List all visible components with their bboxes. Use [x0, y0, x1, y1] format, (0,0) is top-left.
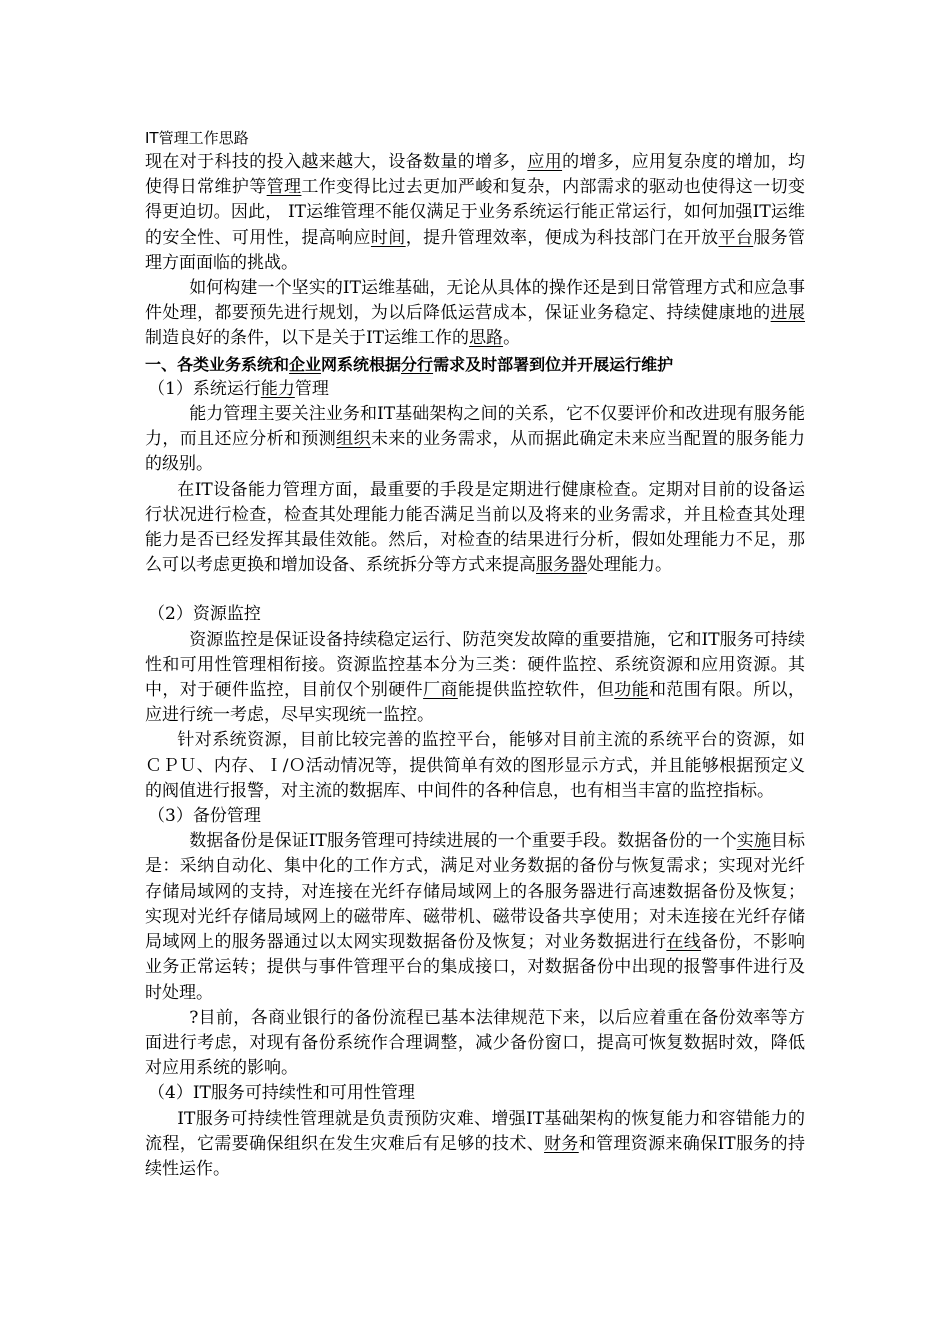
link-term[interactable]: 能力	[260, 378, 295, 399]
link-term[interactable]: 财务	[544, 1133, 579, 1154]
text: 如何构建一个坚实的IT运维基础，无论从具体的操作还是到日常管理方式和应急事件处理，都要预先进行规划，为以后降低运营成本，保证业务稳定、持续健康地的	[145, 278, 805, 324]
text: 的增多，应用复杂度的增加，均使得日常维护等	[145, 152, 806, 198]
paragraph-backup-2: ?目前，各商业银行的备份流程已基本法律规范下来，以后应着重在备份效率等方面进行考虑，对现有备份系统作合理调整，减少备份窗口，提高可恢复数据时效，降低对应用系统的影响。	[145, 1007, 805, 1079]
link-term[interactable]: 时间	[370, 227, 406, 248]
text: 网系统根据	[321, 354, 402, 374]
link-term[interactable]: 在线	[666, 932, 702, 953]
link-term[interactable]: 管理	[266, 177, 302, 198]
paragraph-continuity	[145, 1107, 805, 1183]
link-term[interactable]: 服务器	[536, 555, 587, 576]
text: 数据备份是保证IT服务管理可持续进展的一个重要手段。数据备份的一个	[189, 831, 737, 852]
subheading-backup: （3）备份管理	[148, 806, 261, 827]
paragraph-monitoring-1	[145, 628, 805, 729]
text: 和管理资源来确保IT服务的持续性运作。	[145, 1133, 805, 1179]
text: ，提升管理效率，便成为科技部门在开放	[405, 227, 719, 248]
text: 资源监控是保证设备持续稳定运行、防范突发故障的重要措施，它和IT服务可持续性和可用性管理相衔接。资源监控基本分为三类：硬件监控、系统资源和应用资源。其中，对于硬件监控，目前仅个别硬件	[145, 629, 805, 701]
text: IT服务可持续性管理就是负责预防灾难、增强IT基础架构的恢复能力和容错能力的流程，它需要确保组织在发生灾难后有足够的技术、	[145, 1108, 805, 1154]
text: 备份，不影响业务正常运转；提供与事件管理平台的集成接口，对数据备份中出现的报警事件进行及时处理。	[145, 932, 806, 1003]
text: 工作变得比过去更加严峻和复杂，内部需求的驱动也使得这一切变得更迫切。因此， IT运维管理不能仅满足于业务系统运行能正常运行，如何加强IT运维的安全性、可用性，提高响应	[145, 177, 806, 248]
text: （1）系统运行	[148, 378, 261, 399]
doc-title: IT管理工作思路	[145, 129, 249, 147]
paragraph-capacity-1	[145, 402, 805, 478]
doc-body	[145, 150, 805, 1182]
link-term[interactable]: 实施	[736, 831, 771, 852]
paragraph-capacity-2	[145, 478, 805, 579]
link-term[interactable]: 组织	[336, 429, 371, 450]
text: 目标是：采纳自动化、集中化的工作方式，满足对业务数据的备份与恢复需求；实现对光纤存储局域网的支持，对连接在光纤存储局域网上的各服务器进行高速数据备份及恢复；实现对光纤存储局域网上的磁带库、磁带机、磁带设备共享使用；对未连接在光纤存储局域网上的服务器通过以太网实现数据备份及恢复；对业务数据进行	[145, 831, 806, 953]
paragraph-intro	[145, 150, 805, 276]
text: 能提供监控软件，但	[457, 680, 615, 701]
text: 制造良好的条件，以下是关于IT运维工作的	[145, 328, 470, 349]
text: 现在对于科技的投入越来越大，设备数量的增多，	[145, 152, 528, 172]
blank-line	[145, 578, 805, 602]
paragraph-approach	[145, 276, 805, 352]
text: 。	[503, 328, 521, 349]
link-term[interactable]: 企业	[289, 354, 322, 374]
link-term[interactable]: 厂商	[423, 680, 458, 701]
subheading-capacity	[148, 377, 805, 402]
text: 一、各类业务系统和	[145, 354, 290, 374]
text: 需求及时部署到位并开展运行维护	[433, 354, 674, 374]
text: 在IT设备能力管理方面，最重要的手段是定期进行健康检查。定期对目前的设备运行状况进行检查，检查其处理能力能否满足当前以及将来的业务需求，并且检查其处理能力是否已经发挥其最佳效能。然后，对检查的结果进行分析，假如处理能力不足，那么可以考虑更换和增加设备、系统拆分等方式来提高	[145, 479, 805, 576]
subheading-continuity: （4）IT服务可持续性和可用性管理	[148, 1083, 415, 1104]
text: 处理能力。	[587, 555, 672, 576]
text: 和范围有限。所以，应进行统一考虑，尽早实现统一监控。	[145, 680, 806, 726]
text: 未来的业务需求，从而据此确定未来应当配置的服务能力的级别。	[145, 429, 806, 475]
link-term[interactable]: 功能	[614, 680, 649, 701]
link-term[interactable]: 分行	[401, 354, 434, 374]
text: 能力管理主要关注业务和IT基础架构之间的关系，它不仅要评价和改进现有服务能力，而且还应分析和预测	[145, 404, 805, 450]
link-term[interactable]: 进展	[770, 303, 806, 324]
link-term[interactable]: 平台	[718, 227, 754, 248]
link-term[interactable]: 思路	[469, 328, 504, 349]
text: 管理	[294, 378, 329, 399]
section-heading-1	[145, 352, 805, 377]
text: 服务管理方面面临的挑战。	[145, 227, 806, 273]
paragraph-monitoring-2: 针对系统资源，目前比较完善的监控平台，能够对目前主流的系统平台的资源，如ＣＰＵ、内存、Ｉ/Ｏ活动情况等，提供简单有效的图形显示方式，并且能够根据预定义的阀值进行报警，对主流的数据库、中间件的各种信息，也有相当丰富的监控指标。	[145, 730, 805, 801]
paragraph-backup-1	[145, 829, 805, 1005]
link-term[interactable]: 应用	[527, 152, 563, 172]
subheading-monitoring: （2）资源监控	[148, 604, 261, 625]
